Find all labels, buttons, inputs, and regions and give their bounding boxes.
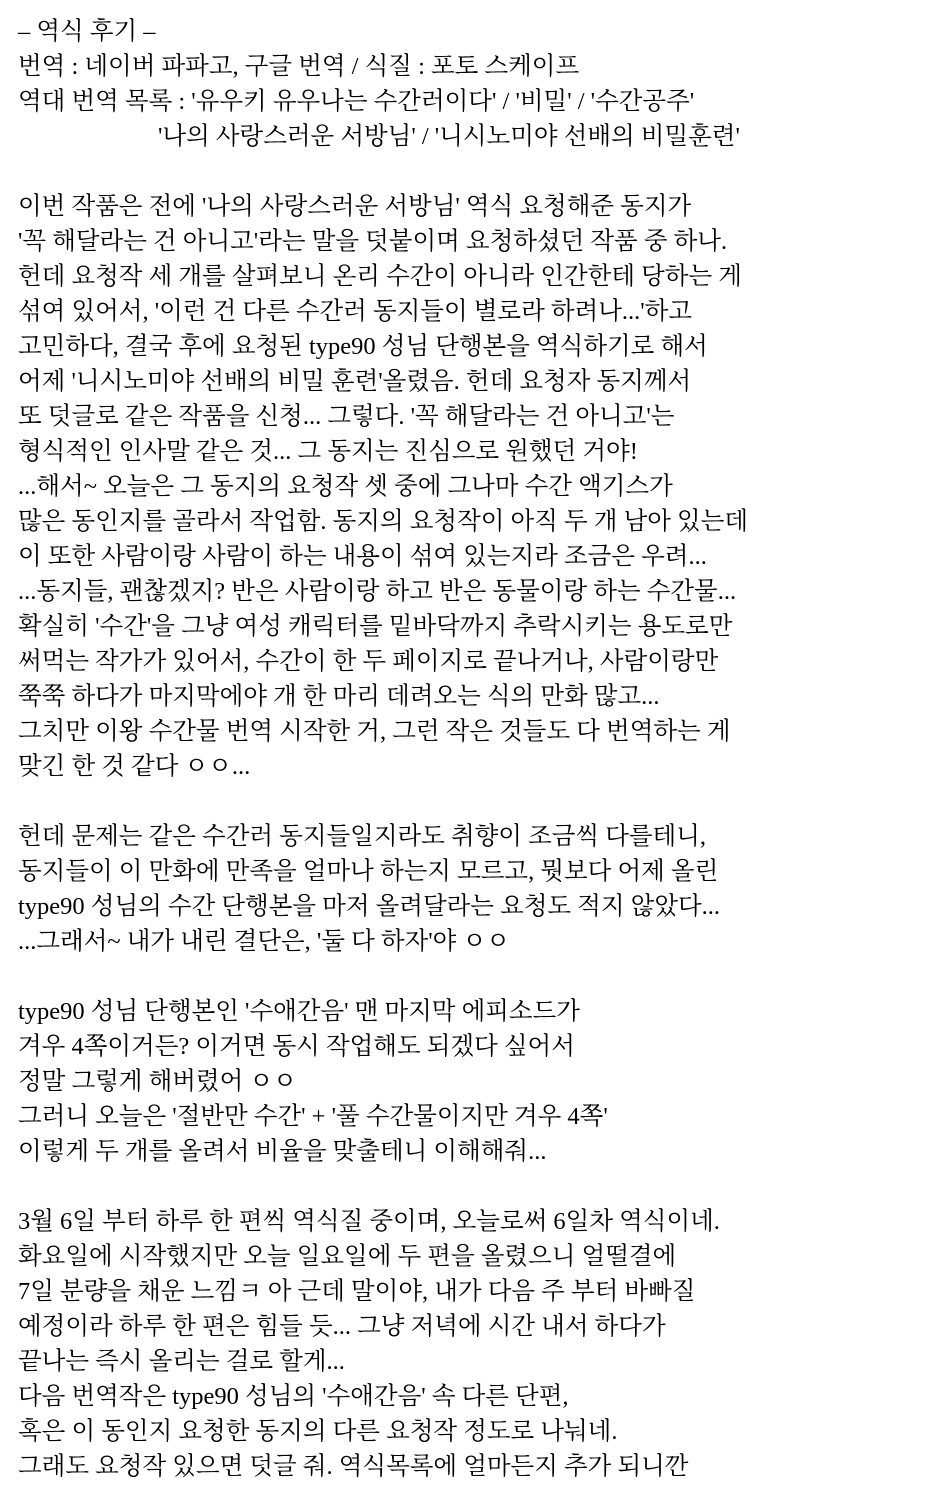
text-line: 그치만 이왕 수간물 번역 시작한 거, 그런 작은 것들도 다 번역하는 게 xyxy=(18,718,731,745)
text-line: 예정이라 하루 한 편은 힘들 듯... 그냥 저녁에 시간 내서 하다가 xyxy=(18,1313,666,1340)
text-line: 맞긴 한 것 같다 ㅇㅇ... xyxy=(18,753,251,780)
paragraph-gap xyxy=(18,784,927,819)
text-line: 화요일에 시작했지만 오늘 일요일에 두 편을 올렸으니 얼떨결에 xyxy=(18,1243,677,1270)
header-line: 역대 번역 목록 : '유우키 유우나는 수간러이다' / '비밀' / '수간공주' xyxy=(18,88,695,115)
text-line: 많은 동인지를 골라서 작업함. 동지의 요청작이 아직 두 개 남아 있는데 xyxy=(18,508,749,535)
text-line: 이 또한 사람이랑 사람이 하는 내용이 섞여 있는지라 조금은 우려... xyxy=(18,543,707,570)
text-line: 확실히 '수간'을 그냥 여성 캐릭터를 밑바닥까지 추락시키는 용도로만 xyxy=(18,613,733,640)
text-line: 이렇게 두 개를 올려서 비율을 맞출테니 이해해줘... xyxy=(18,1138,547,1165)
text-line: 헌데 요청작 세 개를 살펴보니 온리 수간이 아니라 인간한테 당하는 게 xyxy=(18,263,742,290)
text-line: 그러니 오늘은 '절반만 수간' + '풀 수간물이지만 겨우 4쪽' xyxy=(18,1103,608,1130)
text-line: 정말 그렇게 해버렸어 ㅇㅇ xyxy=(18,1068,297,1095)
text-line: 헌데 문제는 같은 수간러 동지들일지라도 취향이 조금씩 다를테니, xyxy=(18,823,707,850)
text-line: 고민하다, 결국 후에 요청된 type90 성님 단행본을 역식하기로 해서 xyxy=(18,333,708,360)
paragraph-2 xyxy=(18,819,927,959)
text-line: 이번 작품은 전에 '나의 사랑스러운 서방님' 역식 요청해준 동지가 xyxy=(18,193,692,220)
paragraph-3 xyxy=(18,994,927,1169)
text-line: 혹은 이 동인지 요청한 동지의 다른 요청작 정도로 나눠네. xyxy=(18,1418,618,1445)
text-line: 섞여 있어서, '이런 건 다른 수간러 동지들이 별로라 하려나...'하고 xyxy=(18,298,693,325)
paragraph-gap xyxy=(18,959,927,994)
text-line: 그래도 요청작 있으면 덧글 줘. 역식목록에 얼마든지 추가 되니깐 xyxy=(18,1453,689,1480)
text-line: 형식적인 인사말 같은 것... 그 동지는 진심으로 원했던 거야! xyxy=(18,438,638,465)
text-line: ...동지들, 괜찮겠지? 반은 사람이랑 하고 반은 동물이랑 하는 수간물... xyxy=(18,578,737,605)
text-line: 어제 '니시노미야 선배의 비밀 훈련'올렸음. 헌데 요청자 동지께서 xyxy=(18,368,692,395)
document-title: – 역식 후기 – xyxy=(18,18,156,45)
paragraph-gap xyxy=(18,1169,927,1204)
text-line: '꼭 해달라는 건 아니고'라는 말을 덧붙이며 요청하셨던 작품 중 하나. xyxy=(18,228,728,255)
text-line: type90 성님의 수간 단행본을 마저 올려달라는 요청도 적지 않았다... xyxy=(18,893,721,920)
text-line: ...그래서~ 내가 내린 결단은, '둘 다 하자'야 ㅇㅇ xyxy=(18,928,510,955)
text-line: type90 성님 단행본인 '수애간음' 맨 마지막 에피소드가 xyxy=(18,998,580,1025)
header-line: '나의 사랑스러운 서방님' / '니시노미야 선배의 비밀훈련' xyxy=(158,123,740,150)
paragraph-gap xyxy=(18,154,927,189)
text-line: 써먹는 작가가 있어서, 수간이 한 두 페이지로 끝나거나, 사람이랑만 xyxy=(18,648,719,675)
document-header xyxy=(18,49,927,154)
text-line: 다음 번역작은 type90 성님의 '수애간음' 속 다른 단편, xyxy=(18,1383,569,1410)
text-line: 동지들이 이 만화에 만족을 얼마나 하는지 모르고, 뭣보다 어제 올린 xyxy=(18,858,719,885)
text-line: 끝나는 즉시 올리는 걸로 할게... xyxy=(18,1348,345,1375)
text-line: 3월 6일 부터 하루 한 편씩 역식질 중이며, 오늘로써 6일차 역식이네. xyxy=(18,1208,720,1235)
text-line: ...해서~ 오늘은 그 동지의 요청작 셋 중에 그나마 수간 액기스가 xyxy=(18,473,673,500)
paragraph-1 xyxy=(18,189,927,784)
header-line: 번역 : 네이버 파파고, 구글 번역 / 식질 : 포토 스케이프 xyxy=(18,53,580,80)
paragraph-4 xyxy=(18,1204,927,1484)
text-line: 7일 분량을 채운 느낌ㅋ 아 근데 말이야, 내가 다음 주 부터 바빠질 xyxy=(18,1278,696,1305)
text-line: 또 덧글로 같은 작품을 신청... 그렇다. '꼭 해달라는 건 아니고'는 xyxy=(18,403,675,430)
text-line: 겨우 4쪽이거든? 이거면 동시 작업해도 되겠다 싶어서 xyxy=(18,1033,575,1060)
text-line: 쭉쭉 하다가 마지막에야 개 한 마리 데려오는 식의 만화 많고... xyxy=(18,683,660,710)
